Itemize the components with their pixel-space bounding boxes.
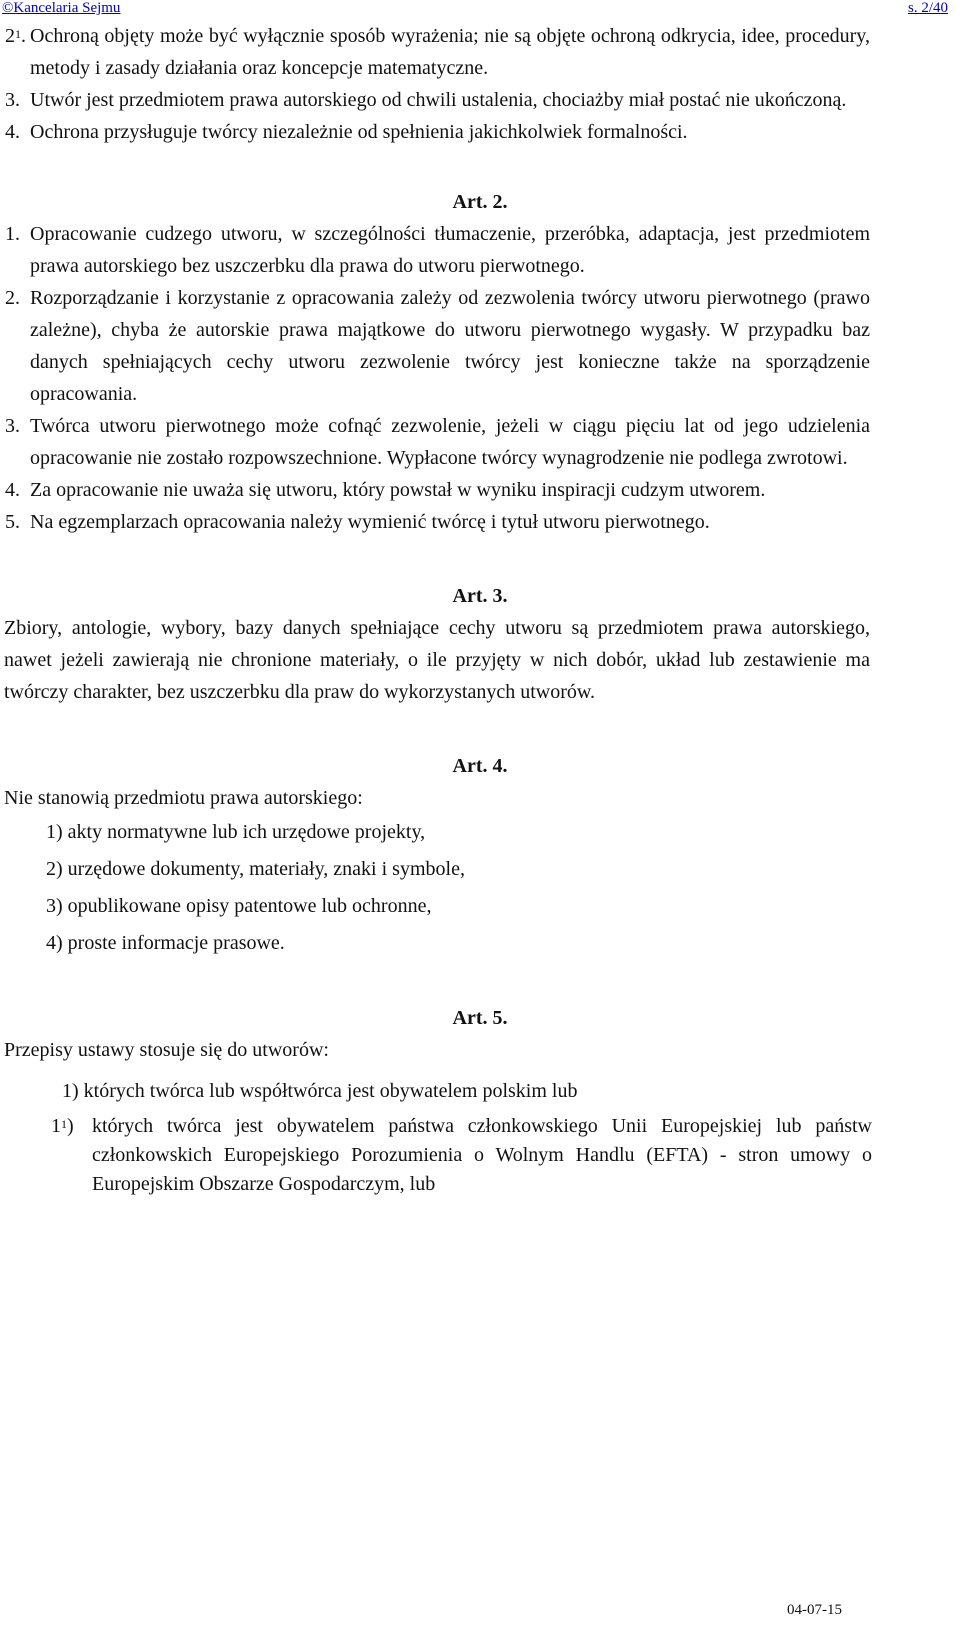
art4-item-3: 3) opublikowane opisy patentowe lub ochronne, [46, 895, 432, 917]
para-number: 4. [5, 479, 20, 501]
art5-item-1 [0, 1074, 960, 1108]
art5-intro: Przepisy ustawy stosuje się do utworów: [4, 1039, 329, 1061]
art1-para-2-1 [0, 20, 960, 84]
para-text: Ochroną objęty może być wyłącznie sposób wyrażenia; nie są objęte ochroną odkrycia, idee, procedury, metody i zasady działania oraz koncepcje matematyczne. [30, 25, 870, 79]
art4-intro: Nie stanowią przedmiotu prawa autorskiego: [4, 787, 363, 809]
art5-heading: Art. 5. [452, 1007, 508, 1029]
publisher-link[interactable]: ©Kancelaria Sejmu [2, 0, 121, 16]
page-header [2, 0, 948, 20]
para-text: Utwór jest przedmiotem prawa autorskiego od chwili ustalenia, chociażby miał postać nie ukończoną. [30, 89, 847, 111]
art4-item-1: 1) akty normatywne lub ich urzędowe projekty, [46, 821, 426, 843]
art4-item-4: 4) proste informacje prasowe. [46, 932, 285, 954]
para-text: Opracowanie cudzego utworu, w szczególności tłumaczenie, przeróbka, adaptacja, jest przedmiotem prawa autorskiego bez uszczerbku dla prawa do utworu pierwotnego. [30, 223, 870, 277]
item-text: których twórca lub współtwórca jest obywatelem polskim lub [83, 1080, 578, 1102]
art5-item-1-1 [0, 1112, 960, 1199]
item-text: których twórca jest obywatelem państwa członkowskiego Unii Europejskiej lub państw członkowskich Europejskiego Porozumienia o Wolnym Handlu (EFTA) - stron umowy o Europejskim Obszarze Gospodarczym, lub [92, 1115, 872, 1195]
art2-para-1 [0, 218, 960, 282]
para-text: Ochrona przysługuje twórcy niezależnie od spełnienia jakichkolwiek formalności. [30, 121, 688, 143]
art1-para-4 [0, 116, 960, 148]
art4-item-2: 2) urzędowe dokumenty, materiały, znaki i symbole, [46, 858, 465, 880]
para-number: 3. [5, 415, 20, 437]
para-text: Za opracowanie nie uważa się utworu, który powstał w wyniku inspiracji cudzym utworem. [30, 479, 766, 501]
para-number: 1. [5, 223, 20, 245]
item-number: $1^1$) [51, 1115, 74, 1137]
art3-heading: Art. 3. [452, 585, 508, 607]
para-text: Na egzemplarzach opracowania należy wymienić twórcę i tytuł utworu pierwotnego. [30, 511, 710, 533]
para-number: 5. [5, 511, 20, 533]
art2-para-2 [0, 282, 960, 410]
art3-text: Zbiory, antologie, wybory, bazy danych spełniające cechy utworu są przedmiotem prawa autorskiego, nawet jeżeli zawierają nie chronione materiały, o ile przyjęty w nich dobór, układ lub zestawienie ma twórczy charakter, bez uszczerbku dla praw do wykorzystanych utworów. [4, 617, 870, 703]
art2-para-3 [0, 410, 960, 474]
para-number: 4. [5, 121, 20, 143]
art2-para-5 [0, 506, 960, 538]
para-number: $2^1$. [5, 25, 26, 47]
art4-heading: Art. 4. [452, 755, 508, 777]
para-number: 3. [5, 89, 20, 111]
art2-para-4 [0, 474, 960, 506]
art1-para-3 [0, 84, 960, 116]
document-body [0, 20, 960, 1199]
footer-date: 04-07-15 [787, 1602, 842, 1618]
para-text: Twórca utworu pierwotnego może cofnąć zezwolenie, jeżeli w ciągu pięciu lat od jego udzielenia opracowanie nie zostało rozpowszechnione. Wypłacone twórcy wynagrodzenie nie podlega zwrotowi. [30, 415, 870, 469]
item-number: 1) [62, 1080, 79, 1102]
para-number: 2. [5, 287, 20, 309]
art2-heading: Art. 2. [452, 191, 508, 213]
page-number-link[interactable]: s. 2/40 [907, 0, 948, 16]
para-text: Rozporządzanie i korzystanie z opracowania zależy od zezwolenia twórcy utworu pierwotnego (prawo zależne), chyba że autorskie prawa majątkowe do utworu pierwotnego wygasły. W przypadku baz danych spełniających cechy utworu zezwolenie twórcy jest konieczne także na sporządzenie opracowania. [30, 287, 870, 405]
